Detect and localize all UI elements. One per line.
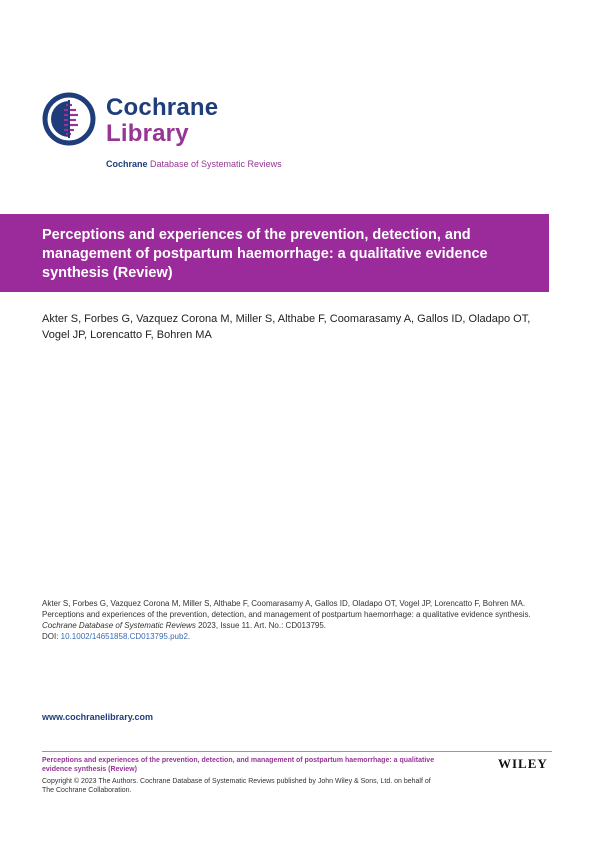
footer-divider bbox=[42, 751, 552, 752]
wiley-logo: WILEY bbox=[498, 756, 548, 771]
database-title: Database of Systematic Reviews bbox=[147, 159, 282, 169]
citation-title: Perceptions and experiences of the prevention, detection, and management of postpartum haemorrhage: a qualitative evidence synthesis. bbox=[42, 610, 531, 619]
citation-source bbox=[42, 620, 542, 631]
database-brand: Cochrane bbox=[106, 159, 148, 169]
review-title: Perceptions and experiences of the prevention, detection, and management of postpartum haemorrhage: a qualitative evidence synthesis (Review) bbox=[42, 227, 488, 281]
citation-block bbox=[42, 598, 542, 642]
brand-name-library: Library bbox=[106, 120, 189, 147]
footer-copyright: Copyright © 2023 The Authors. Cochrane Database of Systematic Reviews published by John Wiley & Sons, Ltd. on behalf of The Cochrane Collaboration. bbox=[42, 778, 431, 794]
footer-review-title: Perceptions and experiences of the prevention, detection, and management of postpartum haemorrhage: a qualitative evidence synthesis (Review) bbox=[42, 757, 435, 773]
citation-journal: Cochrane Database of Systematic Reviews bbox=[42, 621, 196, 630]
doi-label: DOI: bbox=[42, 632, 61, 641]
doi-end: . bbox=[187, 632, 191, 641]
database-name bbox=[106, 159, 282, 170]
citation-authors: Akter S, Forbes G, Vazquez Corona M, Miller S, Althabe F, Coomarasamy A, Gallos ID, Oladapo OT, Vogel JP, Lorencatto F, Bohren MA. bbox=[42, 599, 526, 608]
citation-issue: 2023, Issue 11. Art. No.: CD013795. bbox=[195, 621, 327, 630]
cochrane-logo-icon bbox=[42, 92, 96, 146]
cochrane-library-website-link[interactable]: www.cochranelibrary.com bbox=[42, 712, 154, 722]
brand-name-cochrane: Cochrane bbox=[106, 94, 219, 121]
citation-doi-line bbox=[42, 631, 542, 642]
doi-link[interactable]: 10.1002/14651858.CD013795.pub2 bbox=[60, 632, 188, 641]
author-list: Akter S, Forbes G, Vazquez Corona M, Miller S, Althabe F, Coomarasamy A, Gallos ID, Oladapo OT, Vogel JP, Lorencatto F, Bohren MA bbox=[42, 313, 531, 341]
